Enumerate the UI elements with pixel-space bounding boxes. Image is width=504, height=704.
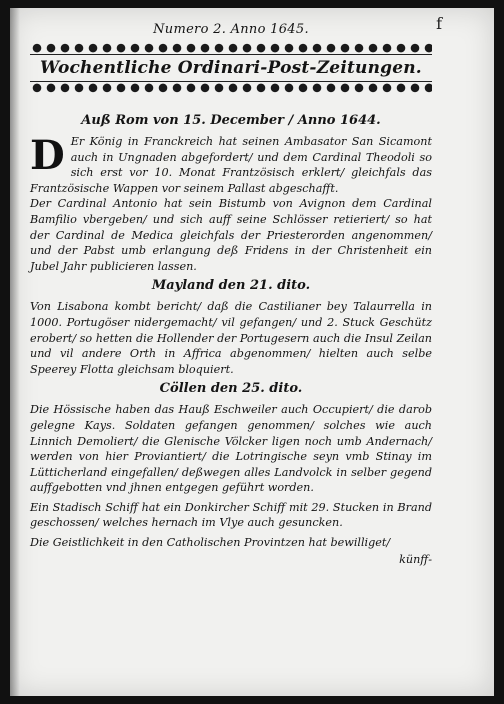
dateline-milan: Mayland den 21. dito. — [151, 278, 311, 294]
paragraph-rome-2: Der Cardinal Antonio hat sein Bistumb von Avignon dem Cardinal Bamfilio vbergeben/ und sich auff seine Schlösser retieriert/ so hat der Cardinal de Medica gleichfals der Priesterorden angenommen/ und der Pabst umb erlangung deß Fridens in der Christenheit ein Jubel Jahr publicieren lassen. — [30, 197, 432, 273]
ornament-border-bottom — [30, 83, 432, 97]
masthead-title: Wochentliche Ordinari-Post-Zeitungen. — [30, 54, 432, 82]
paragraph-cologne-2: Ein Stadisch Schiff hat ein Donkircher Schiff mit 29. Stucken in Brand geschossen/ welches hernach im Vlye auch gesuncken. — [30, 500, 432, 530]
page-text — [30, 22, 432, 566]
paragraph-cologne-1: Die Hössische haben das Hauß Eschweiler auch Occupiert/ die darob gelegne Kays. Soldaten gefangen genommen/ solches wie auch Linnich Demoliert/ die Glenische Völcker ligen noch umb Andernach/ werden von hier Proviantiert/ die Lotringische seyn vmb Stinay im Lütticherland eingefallen/ deßwegen alles Landvolck in selber gegend auffgebotten vnd jhnen entgegen geführt worden. — [30, 403, 432, 495]
dateline-cologne: Cöllen den 25. dito. — [159, 381, 303, 397]
paragraph-milan-1: Von Lisabona kombt bericht/ daß die Castilianer bey Talaurrella in 1000. Portugöser nidergemacht/ vil gefangen/ und 2. Stuck Geschütz erobert/ so hetten die Hollender der Portugesern auch die Insul Zeilan und vil andere Orth in Affrica abgenommen/ hielten auch selbe Speerey Flotta gleichsam bloquiert. — [30, 300, 432, 376]
margin-mark: f — [436, 14, 442, 33]
issue-number: Numero 2. Anno 1645. — [153, 22, 309, 37]
newspaper-page — [10, 8, 494, 696]
dateline-rome: Auß Rom von 15. December / Anno 1644. — [81, 113, 381, 128]
paragraph-rome-1-text: Er König in Franckreich hat seinen Ambasator San Sicamont auch in Ungnaden abgefordert/ und dem Cardinal Theodoli so sich erst vor 10. Monat Frantzösisch erklert/ gleichfals das Frantzösische Wappen vor seinem Pallast abgeschafft. — [30, 135, 432, 195]
catchword: künff- — [399, 552, 432, 566]
paragraph-rome-1 — [30, 134, 432, 196]
drop-cap: D — [30, 132, 65, 179]
paragraph-cologne-3: Die Geistlichkeit in den Catholischen Provintzen hat bewilliget/ — [30, 536, 391, 550]
ornament-border-top — [30, 39, 432, 53]
